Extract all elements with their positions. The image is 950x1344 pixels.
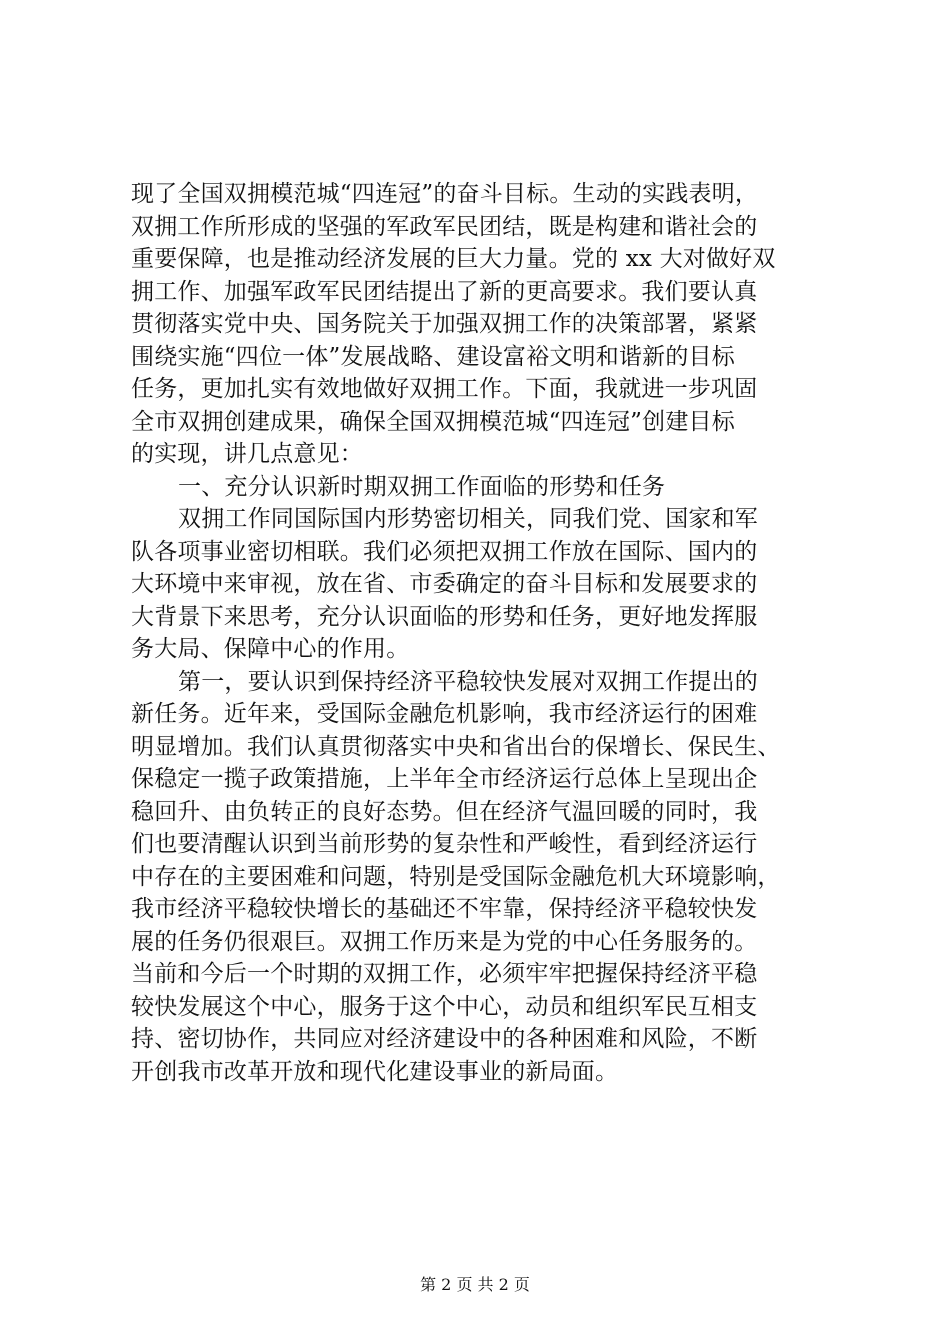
text-line: 任务，更加扎实有效地做好双拥工作。下面，我就进一步巩固 — [131, 376, 758, 402]
text-line: 围绕实施“四位一体”发展战略、建设富裕文明和谐新的目标 — [131, 343, 735, 370]
text-line: 全市双拥创建成果，确保全国双拥模范城“四连冠”创建目标 — [131, 408, 735, 435]
text-line: 稳回升、由负转正的良好态势。但在经济气温回暖的同时，我 — [131, 798, 758, 825]
text-line: 拥工作、加强军政军民团结提出了新的更高要求。我们要认真 — [131, 278, 758, 305]
text-line: 展的任务仍很艰巨。双拥工作历来是为党的中心任务服务的。 — [131, 928, 758, 955]
text-line: 持、密切协作，共同应对经济建设中的各种困难和风险，不断 — [131, 1026, 758, 1052]
section-heading: 一、充分认识新时期双拥工作面临的形势和任务 — [178, 473, 666, 500]
text-line: 第一，要认识到保持经济平稳较快发展对双拥工作提出的 — [178, 668, 758, 695]
text-line: 大背景下来思考，充分认识面临的形势和任务，更好地发挥服 — [131, 603, 758, 630]
text-line: 双拥工作所形成的坚强的军政军民团结，既是构建和谐社会的 — [131, 213, 758, 240]
text-line: 较快发展这个中心，服务于这个中心，动员和组织军民互相支 — [131, 993, 758, 1020]
text-line: 的实现，讲几点意见： — [131, 441, 363, 467]
text-line: 保稳定一揽子政策措施，上半年全市经济运行总体上呈现出企 — [131, 766, 758, 792]
text-line: 务大局、保障中心的作用。 — [131, 636, 410, 662]
text-line: 我市经济平稳较快增长的基础还不牢靠，保持经济平稳较快发 — [131, 896, 758, 922]
text-line: 中存在的主要困难和问题，特别是受国际金融危机大环境影响， — [131, 863, 781, 890]
text-line: 新任务。近年来，受国际金融危机影响，我市经济运行的困难 — [131, 701, 758, 727]
text-line: 现了全国双拥模范城“四连冠”的奋斗目标。生动的实践表明， — [131, 181, 759, 207]
text-line: 们也要清醒认识到当前形势的复杂性和严峻性，看到经济运行 — [131, 831, 758, 857]
page-footer: 第 2 页 共 2 页 — [420, 1275, 530, 1294]
text-line: 队各项事业密切相联。我们必须把双拥工作放在国际、国内的 — [131, 538, 758, 565]
text-line: 双拥工作同国际国内形势密切相关，同我们党、国家和军 — [178, 506, 758, 532]
text-line: 明显增加。我们认真贯彻落实中央和省出台的保增长、保民生、 — [131, 733, 781, 760]
text-line: 开创我市改革开放和现代化建设事业的新局面。 — [131, 1058, 619, 1085]
text-line: 大环境中来审视，放在省、市委确定的奋斗目标和发展要求的 — [131, 571, 758, 597]
text-line: 当前和今后一个时期的双拥工作，必须牢牢把握保持经济平稳 — [131, 961, 758, 987]
body-text — [131, 178, 831, 1088]
text-line: 贯彻落实党中央、国务院关于加强双拥工作的决策部署，紧紧 — [131, 311, 758, 337]
text-line: 重要保障，也是推动经济发展的巨大力量。党的 xx 大对做好双 — [131, 246, 776, 272]
